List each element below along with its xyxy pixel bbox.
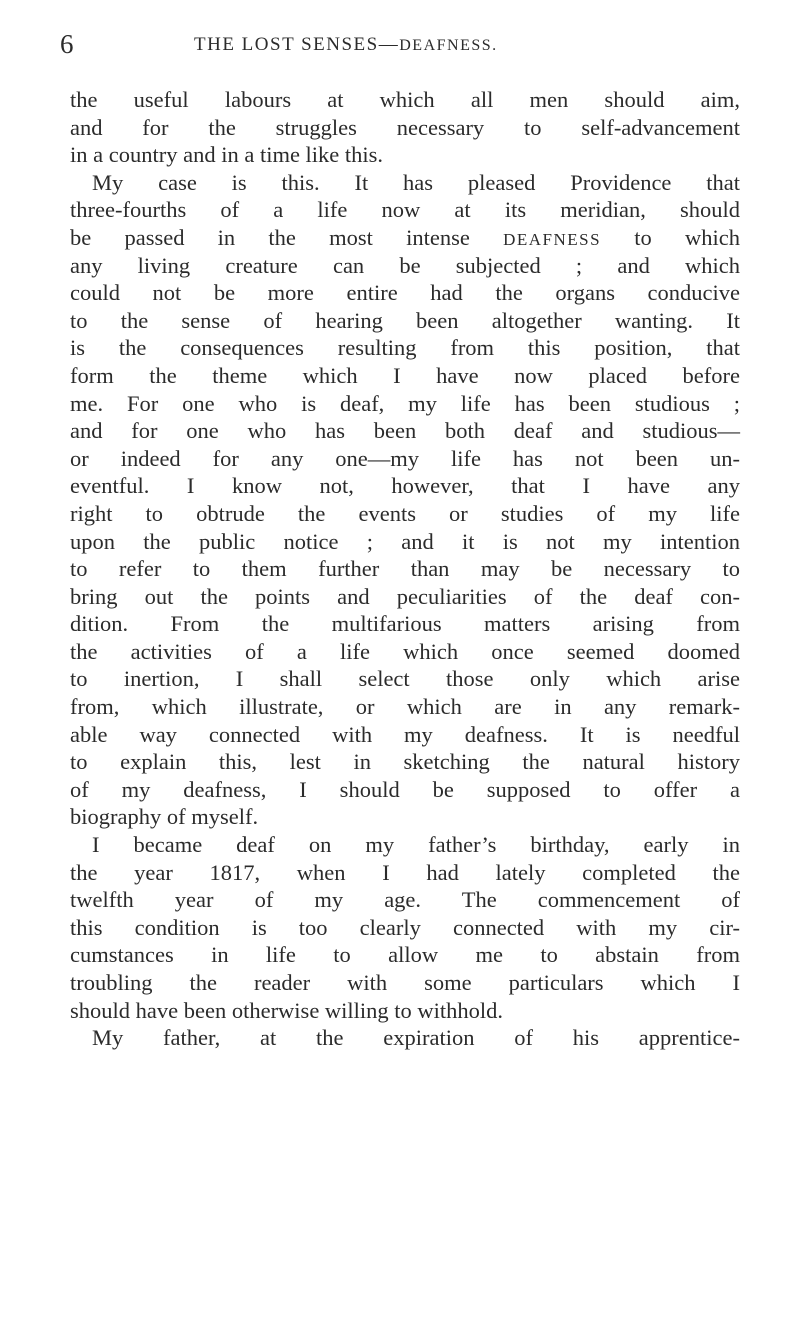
text-line: able way connected with my deafness. It is needful — [70, 721, 740, 747]
text-line: to inertion, I shall select those only which arise — [70, 666, 740, 692]
text-line: this condition is too clearly connected with my cir- — [70, 914, 740, 940]
page-number: 6 — [60, 29, 74, 59]
text-line: twelfth year of my age. The commencement of — [70, 887, 740, 913]
text-line: My father, at the expiration of his apprentice- — [92, 1025, 740, 1051]
text-line: should have been otherwise willing to withhold. — [70, 997, 504, 1023]
line-text: to which — [601, 224, 740, 250]
text-line: any living creature can be subjected ; and which — [70, 252, 740, 278]
text-line: the useful labours at which all men should aim, — [70, 87, 740, 112]
text-line: is the consequences resulting from this position, that — [70, 335, 740, 361]
running-head-subtitle: DEAFNESS. — [399, 37, 498, 54]
smallcaps-word: DEAFNESS — [503, 229, 602, 249]
text-line: of my deafness, I should be supposed to offer a — [70, 776, 740, 802]
text-line: My case is this. It has pleased Providence that — [92, 169, 740, 195]
text-line: cumstances in life to allow me to abstain from — [70, 942, 740, 968]
text-line: to the sense of hearing been altogether wanting. It — [70, 307, 740, 333]
text-line: in a country and in a time like this. — [70, 142, 384, 168]
text-line: to refer to them further than may be necessary to — [70, 556, 740, 582]
text-line: I became deaf on my father’s birthday, early in — [92, 832, 740, 858]
text-line: bring out the points and peculiarities of the deaf con- — [70, 583, 740, 609]
text-line: me. For one who is deaf, my life has been studious ; — [70, 390, 740, 416]
text-line: form the theme which I have now placed before — [70, 362, 740, 388]
text-line: dition. From the multifarious matters arising from — [70, 611, 740, 637]
text-line: to explain this, lest in sketching the natural history — [70, 749, 740, 775]
text-line: the activities of a life which once seemed doomed — [70, 638, 740, 664]
text-line: right to obtrude the events or studies of my life — [70, 500, 740, 526]
text-line: three-fourths of a life now at its meridian, should — [70, 197, 740, 223]
body-text — [70, 86, 740, 1052]
text-line: the year 1817, when I had lately completed the — [70, 859, 740, 885]
text-line: eventful. I know not, however, that I have any — [70, 473, 740, 499]
line-text: be passed in the most intense — [70, 224, 504, 250]
text-line: troubling the reader with some particulars which I — [70, 970, 740, 995]
text-line — [70, 224, 740, 252]
text-line: biography of myself. — [70, 804, 259, 830]
page-header — [60, 28, 740, 60]
text-line: and for one who has been both deaf and studious— — [70, 418, 740, 444]
text-line: and for the struggles necessary to self-advancement — [70, 114, 740, 140]
text-line: or indeed for any one—my life has not been un- — [70, 445, 740, 471]
text-line: could not be more entire had the organs conducive — [70, 280, 740, 306]
text-line: from, which illustrate, or which are in any remark- — [70, 694, 740, 720]
text-line: upon the public notice ; and it is not my intention — [70, 528, 740, 554]
running-head-title: THE LOST SENSES— — [194, 34, 400, 55]
running-head — [194, 31, 498, 60]
